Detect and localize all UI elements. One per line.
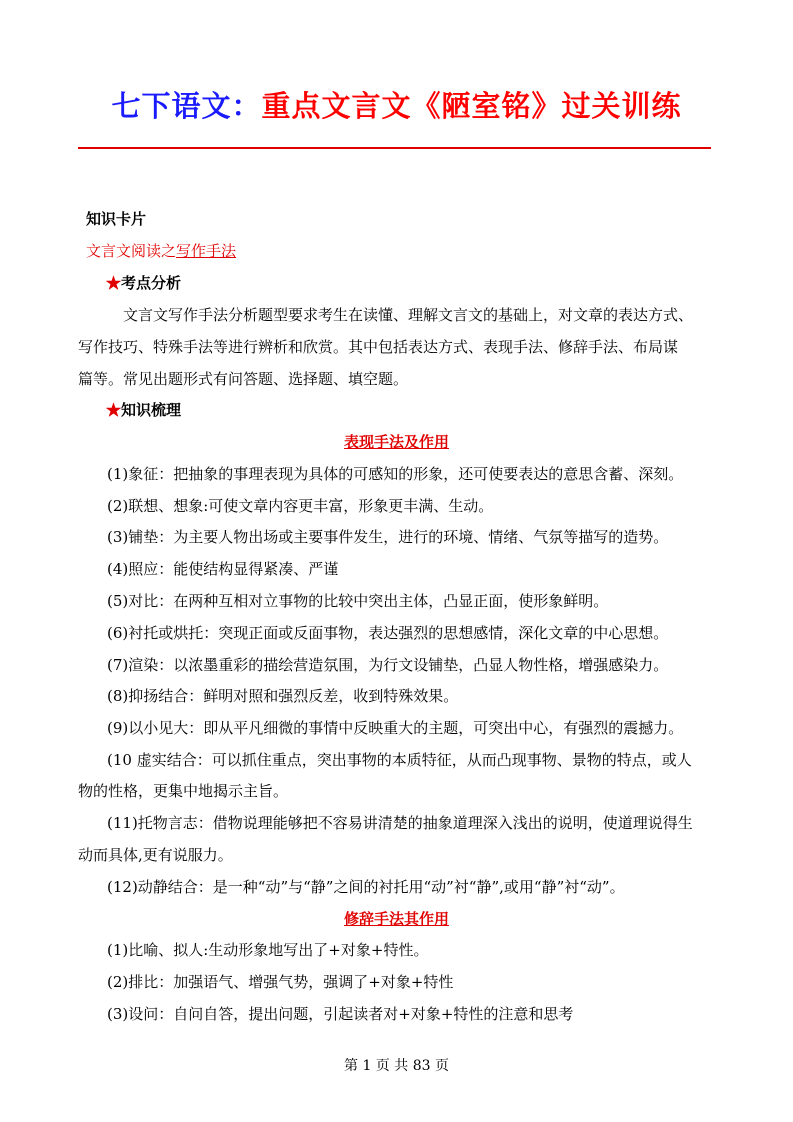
biaoxian-item: (12)动静结合：是一种“动”与“静”之间的衬托用“动”衬“静”,或用“静”衬“动”。: [107, 878, 625, 896]
xiuci-item: (2)排比：加强语气、增强气势，强调了+对象+特性: [107, 973, 454, 991]
section-subheading: [86, 240, 236, 262]
xiuci-title: 修辞手法其作用: [343, 910, 449, 928]
biaoxian-item: (3)铺垫：为主要人物出场或主要事件发生，进行的环境、情绪、气氛等描写的造势。: [107, 528, 669, 546]
kaodian-heading: [106, 272, 181, 294]
biaoxian-item: (8)抑扬结合：鲜明对照和强烈反差，收到特殊效果。: [107, 687, 459, 705]
title-divider: [78, 147, 711, 149]
kaodian-line: 写作技巧、特殊手法等进行辨析和欣赏。其中包括表达方式、表现手法、修辞手法、布局谋: [78, 338, 679, 356]
subheading-prefix: 文言文阅读之: [86, 242, 177, 260]
title-main: 重点文言文《陋室铭》过关训练: [261, 89, 682, 123]
shuli-heading: [106, 399, 181, 421]
page-footer: 第 1 页 共 83 页: [344, 1058, 449, 1074]
section-heading: 知识卡片: [86, 210, 147, 228]
biaoxian-item: (9)以小见大：即从平凡细微的事情中反映重大的主题，可突出中心，有强烈的震撼力。: [107, 719, 684, 737]
biaoxian-item: (2)联想、想象:可使文章内容更丰富，形象更丰满、生动。: [107, 497, 494, 515]
biaoxian-item: (5)对比：在两种互相对立事物的比较中突出主体，凸显正面，使形象鲜明。: [107, 592, 609, 610]
title-prefix: 七下语文：: [111, 89, 262, 123]
star-icon: ★: [106, 274, 122, 292]
shuli-title: 知识梳理: [121, 401, 182, 419]
kaodian-line: 文言文写作手法分析题型要求考生在读懂、理解文言文的基础上，对文章的表达方式、: [123, 306, 694, 324]
biaoxian-item: (10 虚实结合：可以抓住重点，突出事物的本质特征，从而凸现事物、景物的特点，或人: [107, 751, 692, 769]
biaoxian-item: (11)托物言志：借物说理能够把不容易讲清楚的抽象道理深入浅出的说明，使道理说得生: [107, 814, 693, 832]
star-icon: ★: [106, 401, 122, 419]
biaoxian-item: (7)渲染：以浓墨重彩的描绘营造氛围，为行文设铺垫，凸显人物性格，增强感染力。: [107, 656, 669, 674]
biaoxian-item: 物的性格，更集中地揭示主旨。: [78, 782, 289, 800]
xiuci-item: (3)设问：自问自答，提出问题，引起读者对+对象+特性的注意和思考: [107, 1005, 574, 1023]
document-title: [0, 84, 793, 125]
biaoxian-item: (6)衬托或烘托：突现正面或反面事物，表达强烈的思想感情，深化文章的中心思想。: [107, 624, 669, 642]
biaoxian-item: (1)象征：把抽象的事理表现为具体的可感知的形象，还可使要表达的意思含蓄、深刻。: [107, 465, 684, 483]
kaodian-line: 篇等。常见出题形式有问答题、选择题、填空题。: [78, 370, 409, 388]
biaoxian-item: 动而具体,更有说服力。: [78, 846, 233, 864]
biaoxian-title: 表现手法及作用: [343, 433, 449, 451]
kaodian-title: 考点分析: [121, 274, 182, 292]
subheading-suffix: 写作手法: [176, 242, 237, 260]
xiuci-item: (1)比喻、拟人:生动形象地写出了+对象+特性。: [107, 941, 429, 959]
biaoxian-item: (4)照应：能使结构显得紧凑、严谨: [107, 560, 339, 578]
